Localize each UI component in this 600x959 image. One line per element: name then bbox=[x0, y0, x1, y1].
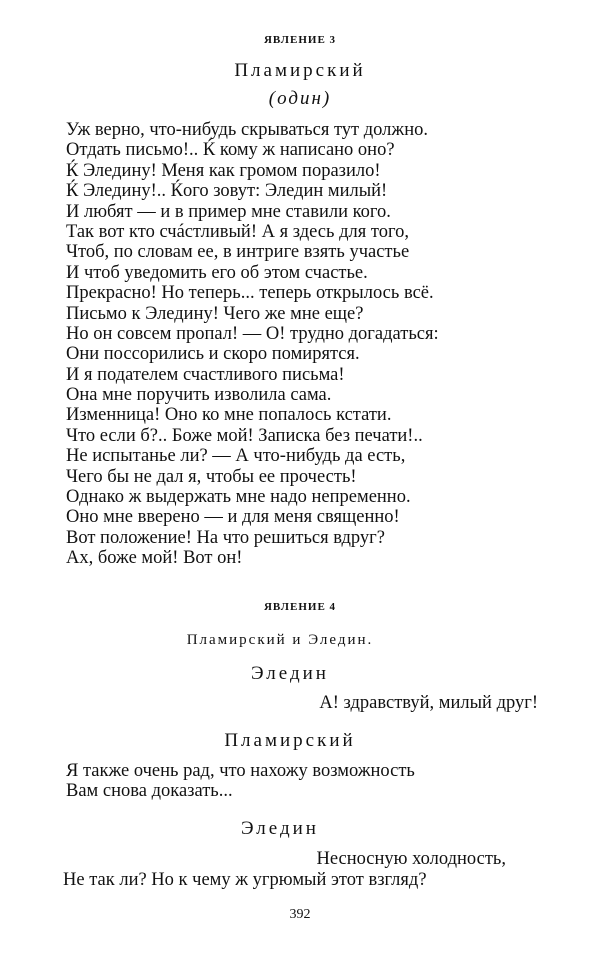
verse-line: Что если б?.. Боже мой! Записка без печати!.. bbox=[66, 425, 423, 446]
verse-line: И любят — и в пример мне ставили кого. bbox=[66, 201, 391, 222]
verse-line: Она мне поручить изволила сама. bbox=[66, 385, 332, 406]
verse-line: Но он совсем пропал! — О! трудно догадаться: bbox=[66, 323, 439, 344]
verse-line: Изменница! Оно ко мне попалось кстати. bbox=[66, 405, 392, 426]
verse-line: Ах, боже мой! Вот он! bbox=[66, 548, 243, 569]
scene-3-stage-direction: (один) bbox=[268, 88, 332, 109]
verse-line: Так вот кто счáстливый! А я здесь для того, bbox=[66, 221, 409, 242]
verse-line: Оно мне вверено — и для меня священно! bbox=[66, 507, 400, 528]
scene-3-title: ЯВЛЕНИЕ 3 bbox=[263, 34, 337, 46]
verse-line: Отдать письмо!.. Ќ кому ж написано оно? bbox=[66, 140, 395, 161]
scene-4-speaker-eledin-2: Эледин bbox=[241, 818, 319, 839]
verse-line: Письмо к Элединy! Чего же мне еще? bbox=[66, 303, 364, 324]
verse-line: Ќ Эледину! Меня как громом поразило! bbox=[66, 160, 381, 181]
verse-line: И я подателем счастливого письма! bbox=[66, 364, 345, 385]
verse-line: Вот положение! На что решиться вдруг? bbox=[66, 527, 385, 548]
verse-line: И чтоб уведомить его об этом счастье. bbox=[66, 262, 368, 283]
verse-line: Чего бы не дал я, чтобы ее прочесть! bbox=[66, 466, 357, 487]
scene-4-speaker-plamirsky: Пламирский bbox=[224, 730, 356, 751]
verse-line: Не испытанье ли? — А что-нибудь да есть, bbox=[66, 446, 406, 467]
scene-4-title: ЯВЛЕНИЕ 4 bbox=[263, 601, 337, 613]
verse-line: Несносную холодность, bbox=[316, 849, 506, 869]
verse-line: Вам снова доказать... bbox=[66, 781, 233, 802]
scene-4-speaker-eledin: Эледин bbox=[251, 663, 329, 684]
scene-4-plamirsky-reply bbox=[66, 761, 415, 802]
page-number: 392 bbox=[289, 907, 311, 922]
verse-line: Прекрасно! Но теперь... теперь открылось всё. bbox=[66, 283, 434, 304]
verse-line: Они поссорились и скоро помирятся. bbox=[66, 344, 360, 365]
scene-3-speaker: Пламирский bbox=[234, 60, 366, 81]
verse-line: Ќ Эледину!.. Ќого зовут: Эледин милый! bbox=[66, 181, 388, 202]
verse-line: Однако ж выдержать мне надо непременно. bbox=[66, 487, 411, 508]
verse-line: Не так ли? Но к чему ж угрюмый этот взгляд? bbox=[63, 870, 427, 890]
verse-line: Я также очень рад, что нахожу возможность bbox=[66, 761, 415, 781]
scene-4-cast: Пламирский и Эледин. bbox=[186, 632, 374, 648]
verse-line: А! здравствуй, милый друг! bbox=[319, 693, 538, 713]
scene-3-monologue bbox=[66, 120, 439, 569]
verse-line: Чтоб, по словам ее, в интриге взять участье bbox=[66, 242, 410, 263]
verse-line: Уж верно, что-нибудь скрываться тут должно. bbox=[66, 120, 428, 140]
